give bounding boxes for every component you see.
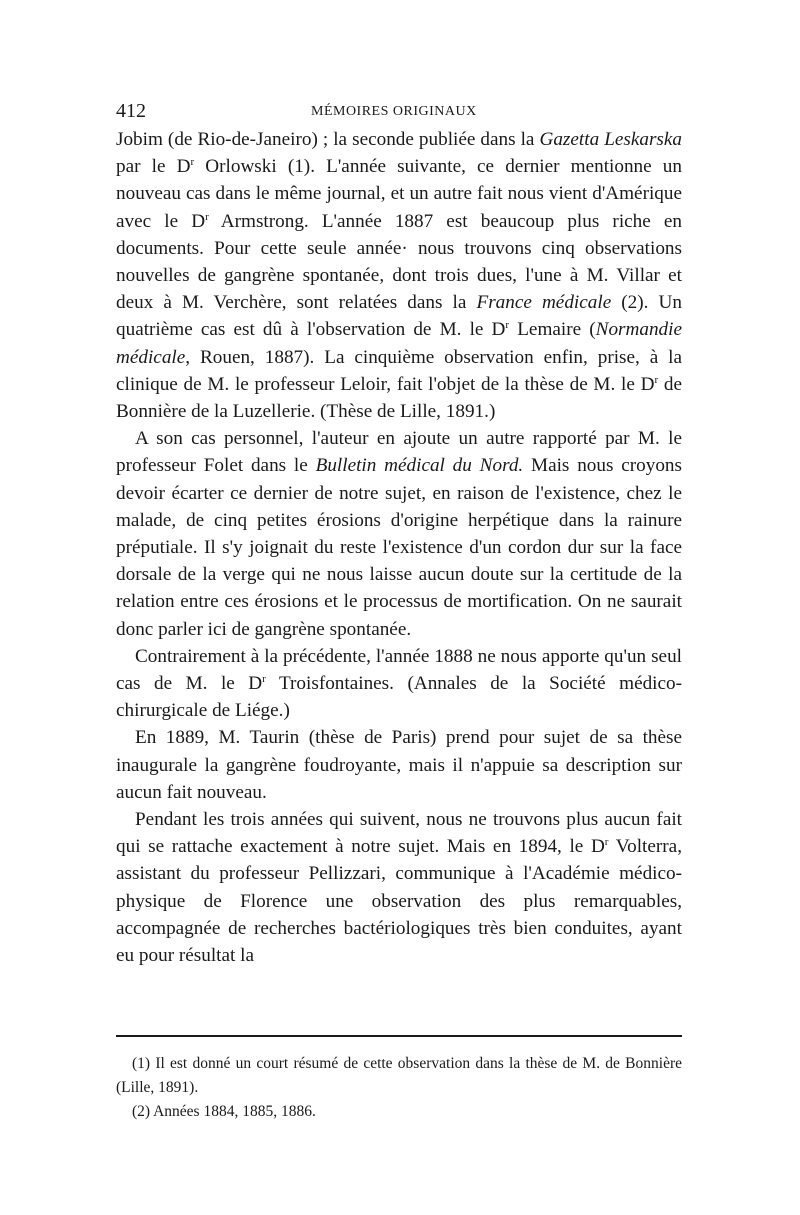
paragraph-1 [116,126,682,425]
superscript: r [262,673,266,686]
paragraph-2 [116,425,682,643]
text-run: , Rouen, 1887). La cinquième observation enfin, prise, à la clinique de M. le professeur Leloir, fait l'objet de la thèse de M. le D [116,346,682,395]
page-number: 412 [116,100,146,122]
text-run: de Bonnière de la Luzellerie. (Thèse de Lille, 1891.) [116,373,682,423]
text-run: (2). Un quatrième cas est dû à l'observation de M. le D [116,292,682,341]
page-header [116,100,686,126]
text-run: Mais nous croyons devoir écarter ce dernier de notre sujet, en raison de l'existence, chez le malade, de cinq petites érosions d'origine herpétique dans la rainure préputiale. Il s'y joignait du reste l'existence d'un cordon dur sur la face dorsale de la verge qui ne nous laisse aucun doute sur la certitude de la relation entre ces érosions et le processus de mortification. On ne saurait donc parler ici de gangrène spontanée. [116,455,682,640]
text-run: A son cas personnel, l'auteur en ajoute un autre rapporté par M. le professeur Folet dans le [116,428,682,477]
footnote-rule [116,1035,682,1037]
body-text [116,126,682,969]
text-run: Jobim (de Rio-de-Janeiro) ; la seconde publiée dans la [116,129,540,150]
footnote-1: (1) Il est donné un court résumé de cette observation dans la thèse de M. de Bonnière (Lille, 1891). [116,1055,682,1096]
text-run: Orlowski (1). L'année suivante, ce dernier mentionne un nouveau cas dans le même journal, et un autre fait nous vient d'Amérique avec le D [116,156,682,232]
footnote-2: (2) Années 1884, 1885, 1886. [132,1103,316,1120]
text-run: par le D [116,156,191,178]
text-run: Lemaire ( [509,319,596,341]
text-run: Pendant les trois années qui suivent, nous ne trouvons plus aucun fait qui se rattache exactement à notre sujet. Mais en 1894, le D [116,809,682,858]
superscript: r [205,210,209,223]
paragraph-5 [116,806,682,969]
footnotes [116,1052,682,1124]
superscript: r [654,373,659,386]
text-run: Volterra, assistant du professeur Pellizzari, communique à l'Académie médico-physique de Florence une observation des plus remarquables, accompagnée de recherches bactériologiques très bien conduites, ayant eu pour résultat la [116,836,682,967]
journal-title: France médicale [476,292,612,314]
text-run: Troisfontaines. (Annales de la Société médico-chirurgicale de Liége.) [116,673,683,722]
superscript: r [604,836,609,849]
journal-title: Normandie médicale [116,319,682,368]
journal-title: Bulletin médical du Nord. [315,455,524,477]
paragraph-3 [116,643,682,725]
superscript: r [505,319,510,332]
journal-title: Gazetta Leskarska [539,129,683,150]
running-head: MÉMOIRES ORIGINAUX [311,104,477,119]
paragraph-4: En 1889, M. Taurin (thèse de Paris) prend pour sujet de sa thèse inaugurale la gangrène foudroyante, mais il n'appuie sa description sur aucun fait nouveau. [116,727,682,803]
text-run: Contrairement à la précédente, l'année 1888 ne nous apporte qu'un seul cas de M. le D [116,645,682,695]
superscript: r [190,156,195,169]
text-run: Armstrong. L'année 1887 est beaucoup plus riche en documents. Pour cette seule année· nous trouvons cinq observations nouvelles de gangrène spontanée, dont trois dues, l'une à M. Villar et deux à M. Verchère, sont relatées dans la [116,210,682,314]
